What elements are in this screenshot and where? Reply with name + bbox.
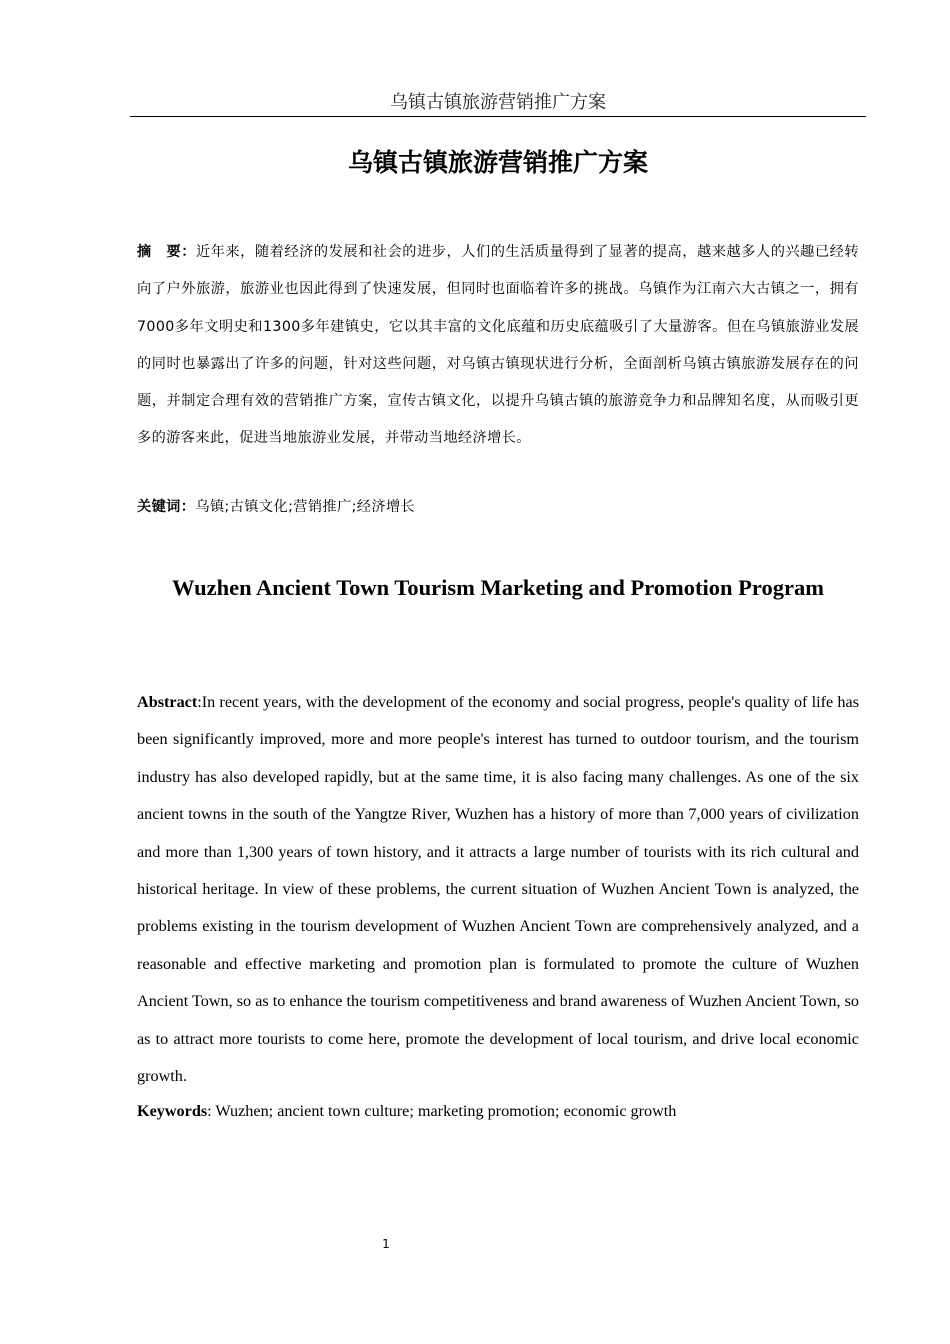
chinese-abstract-text: 近年来，随着经济的发展和社会的进步，人们的生活质量得到了显著的提高，越来越多人的兴趣已经转向了户外旅游，旅游业也因此得到了快速发展，但同时也面临着许多的挑战。乌镇作为江南六大古镇之一，拥有7000多年文明史和1300多年建镇史，它以其丰富的文化底蕴和历史底蕴吸引了大量游客。但在乌镇旅游业发展的同时也暴露出了许多的问题，针对这些问题，对乌镇古镇现状进行分析，全面剖析乌镇古镇旅游发展存在的问题，并制定合理有效的营销推广方案，宣传古镇文化，以提升乌镇古镇的旅游竞争力和品牌知名度，从而吸引更多的游客来此，促进当地旅游业发展，并带动当地经济增长。: [137, 244, 859, 447]
english-abstract: [137, 684, 859, 1095]
chinese-keywords-text: 乌镇;古镇文化;营销推广;经济增长: [195, 499, 416, 515]
chinese-keywords-label: 关键词：: [137, 499, 196, 515]
chinese-abstract: [137, 234, 859, 458]
chinese-keywords: [137, 492, 859, 522]
chinese-title: 乌镇古镇旅游营销推广方案: [347, 148, 648, 177]
running-header: 乌镇古镇旅游营销推广方案: [130, 92, 866, 117]
english-abstract-label: Abstract: [137, 693, 198, 711]
english-title: Wuzhen Ancient Town Tourism Marketing and Promotion Program: [172, 575, 824, 600]
english-abstract-text: :In recent years, with the development of the economy and social progress, people's quality of life has been significantly improved, more and more people's interest has turned to outdoor tourism, and the tourism industry has also developed rapidly, but at the same time, it is also facing many challenges. As one of the six ancient towns in the south of the Yangtze River, Wuzhen has a history of more than 7,000 years of civilization and more than 1,300 years of town history, and it attracts a large number of tourists with its rich cultural and historical heritage. In view of these problems, the current situation of Wuzhen Ancient Town is analyzed, the problems existing in the tourism development of Wuzhen Ancient Town are comprehensively analyzed, and a reasonable and effective marketing and promotion plan is formulated to promote the culture of Wuzhen Ancient Town, so as to enhance the tourism competitiveness and brand awareness of Wuzhen Ancient Town, so as to attract more tourists to come here, promote the development of local tourism, and drive local economic growth.: [137, 693, 859, 1086]
page-number: 1: [382, 1237, 390, 1251]
chinese-abstract-label: 摘 要：: [137, 244, 196, 260]
english-keywords-label: Keywords: [137, 1102, 208, 1120]
english-keywords: [137, 1096, 859, 1126]
english-keywords-text: : Wuzhen; ancient town culture; marketing promotion; economic growth: [207, 1102, 677, 1120]
